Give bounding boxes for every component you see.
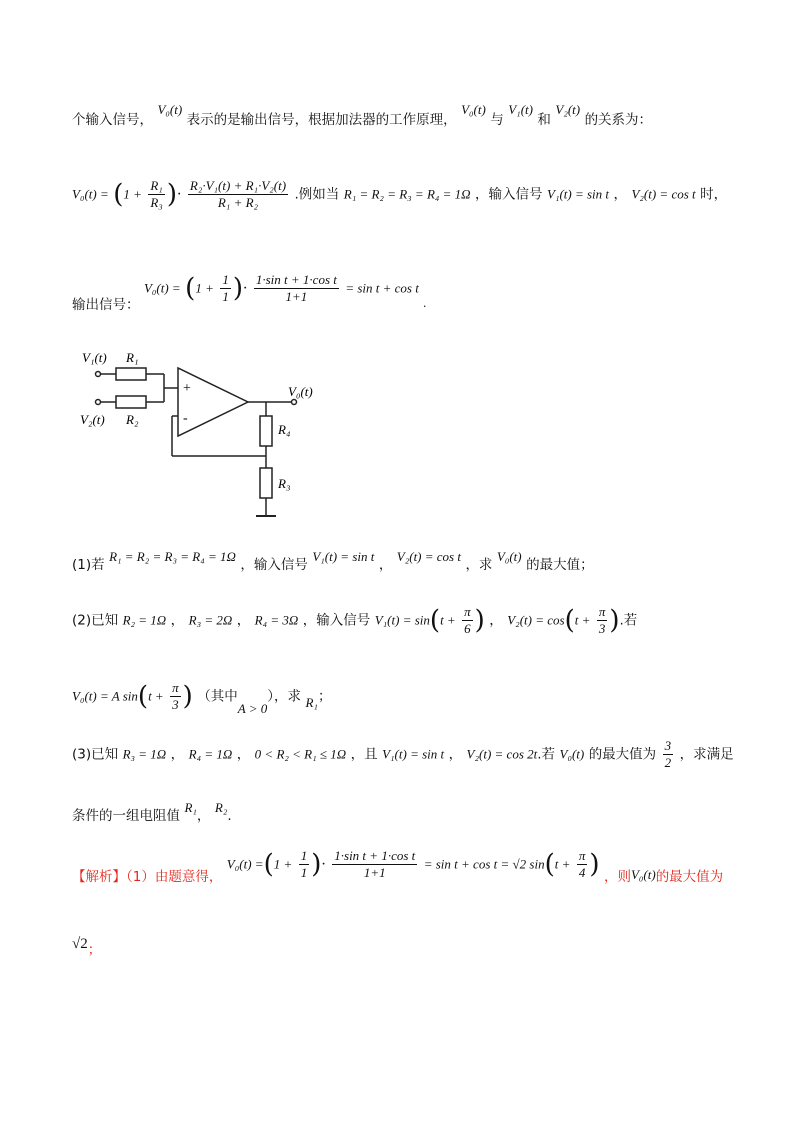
output-formula: 输出信号： V₀(t) = (1 + $\frac{1}{1}$ )· $\frac{\text{1·sin t + 1·cos t}}{1+1}$ = sin t + cos t . [72, 272, 427, 313]
comma: ， [196, 808, 211, 824]
question-2: (2)已知 R₂ = 1Ω ， R₃ = 2Ω ， R₄ = 3Ω ，输入信号 V₁(t) = sin(t + $\frac{\pi}{6}$ ) ， V₂(t) = cos(t + $\frac{\pi}{3}$ ).若 [72, 604, 638, 636]
comma: ， [489, 612, 503, 629]
intro-tail: 的关系为： [584, 112, 653, 128]
label-v0: V₀(t) [288, 384, 313, 399]
solution-answer-line [72, 932, 102, 958]
fraction-one-one-b: $\frac{1}{1}$ [300, 848, 308, 880]
fraction-pi-3-b: $\frac{\pi}{3}$ [172, 680, 179, 712]
solution-rhs: = sin t + cos t = √2 sin [423, 856, 545, 872]
label-r2: R₂ [126, 412, 139, 427]
question-3-line2 [72, 800, 232, 824]
q1-v2: V₂(t) = cos t [396, 549, 461, 564]
q1-v0: V₀(t) [496, 549, 522, 564]
solution-line: 【解析】（1）由题意得， V₀(t) =(1 + $\frac{1}{1}$ )· $\frac{\text{1·sin t + 1·cos t}}{1+1}$ = sin t + cos t = √2 sin(t + $\frac{\pi}{4}$ ) ，则V₀(t)的最大值为 [72, 848, 724, 885]
label-r1: R₁ [126, 350, 139, 365]
q1-tail: 的最大值； [526, 557, 594, 573]
fraction-pi-3: $\frac{\pi}{3}$ [598, 604, 606, 636]
q3-and: ，且 [350, 746, 378, 763]
q1-mid2: ，求 [465, 557, 493, 573]
comma: ， [170, 612, 185, 629]
q2-r2: R₂ = 1Ω [122, 612, 167, 628]
adder-circuit-diagram [72, 340, 342, 525]
v0-symbol: V₀(t) [157, 102, 183, 117]
output-label: 输出信号： [72, 296, 140, 313]
q3-number: (3)已知 [72, 746, 119, 763]
q1-number: (1)若 [72, 557, 105, 573]
op-amp [178, 368, 248, 436]
q2-v0-lhs: V₀(t) = A sin [72, 688, 138, 704]
q2-r4: R₄ = 3Ω [254, 612, 299, 628]
fraction-weighted-sum: $\frac{\text{R₂·V₁(t) + R₁·V₂(t)}}{\text{R₁ + R₂}}$ [189, 178, 287, 210]
adder-formula: V₀(t) = (1 + $\frac{\text{R₁}}{\text{R₃}}$ )· $\frac{\text{R₂·V₁(t) + R₁·V₂(t)}}{\text{R₁ + R₂}}$ .例如当 R₁ = R₂ = R₃ = R₄ = 1Ω ，输入信号 V₁(t) = sin t ， V₂(t) = cos t 时， [72, 178, 728, 210]
q3-line2: 条件的一组电阻值 [72, 808, 180, 824]
q1-condition: R₁ = R₂ = R₃ = R₄ = 1Ω [109, 549, 236, 564]
example-tail: 时， [700, 186, 728, 203]
q3-range: 0 < R₂ < R₁ ≤ 1Ω [254, 746, 347, 762]
example-condition: R₁ = R₂ = R₃ = R₄ = 1Ω [343, 186, 471, 202]
resistor-r3 [260, 468, 272, 498]
fraction-pi-4: $\frac{\pi}{4}$ [578, 848, 586, 880]
label-r3: R₃ [278, 476, 291, 491]
label-v1: V₁(t) [82, 350, 107, 365]
v0-symbol-b: V₀(t) [461, 102, 486, 117]
q1-v1: V₁(t) = sin t [312, 549, 375, 564]
q2-number: (2)已知 [72, 612, 119, 629]
fraction-one-one: $\frac{1}{1}$ [222, 272, 229, 304]
solution-end: ； [87, 942, 102, 958]
q3-end: . [227, 808, 232, 824]
q2-v2-lhs: V₂(t) = cos [507, 612, 565, 628]
solution-open: 1 + [273, 856, 293, 872]
fraction-sum: $\frac{\text{1·sin t + 1·cos t}}{1+1}$ [255, 272, 337, 304]
intro-and2: 和 [537, 112, 551, 128]
solution-intro: （1）由题意得， [126, 868, 223, 885]
q3-v2: V₂(t) = cos 2t [466, 746, 538, 762]
q2-v2-arg: t + [574, 612, 591, 628]
comma: ， [236, 746, 251, 763]
q1-mid: ，输入信号 [240, 557, 308, 573]
solution-max: 的最大值为 [655, 868, 724, 885]
q3-r2: R₂ [214, 800, 228, 815]
solution-arg: t + [554, 856, 571, 872]
fraction-3-2: $\frac{3}{2}$ [664, 738, 672, 770]
comma: ， [613, 186, 627, 203]
label-plus: + [183, 381, 191, 396]
comma: ， [378, 557, 393, 573]
fraction-r1-r3: $\frac{\text{R₁}}{\text{R₃}}$ [150, 178, 163, 210]
q2-mid: ，输入信号 [302, 612, 371, 629]
q2-paren-open: （其中 [197, 688, 238, 705]
q3-if: .若 [537, 746, 556, 763]
q2-end: ； [317, 688, 332, 705]
q2-v1-lhs: V₁(t) = sin [374, 612, 430, 628]
comma: ， [170, 746, 185, 763]
example-prefix: .例如当 [294, 186, 340, 203]
v1-symbol: V₁(t) [508, 102, 533, 117]
formula-open: 1 + [123, 186, 142, 202]
q3-r3: R₃ = 1Ω [122, 746, 167, 762]
fraction-sum-b: $\frac{\text{1·sin t + 1·cos t}}{1+1}$ [334, 848, 416, 880]
example-v1: V₁(t) = sin t [547, 186, 610, 202]
q2-paren-close: ），求 [267, 688, 302, 705]
formula-lhs: V₀(t) = [72, 186, 109, 202]
question-1 [72, 549, 594, 573]
q2-v0-arg: t + [148, 688, 164, 704]
intro-paragraph [72, 102, 653, 128]
intro-and1: 与 [490, 112, 504, 128]
output-lhs: V₀(t) = [143, 280, 181, 296]
example-v2: V₂(t) = cos t [631, 186, 696, 202]
resistor-r2 [116, 396, 146, 408]
q3-max: 的最大值为 [588, 746, 657, 763]
q2-a-condition: A > 0 [237, 700, 268, 716]
label-minus: - [183, 411, 188, 426]
comma: ， [448, 746, 463, 763]
output-open: 1 + [195, 280, 214, 296]
q2-r3: R₃ = 2Ω [188, 612, 233, 628]
label-r4: R₄ [278, 422, 291, 437]
resistor-r1 [116, 368, 146, 380]
label-v2: V₂(t) [80, 412, 105, 427]
q3-v0: V₀(t) [559, 746, 585, 762]
intro-mid: 表示的是输出信号，根据加法器的工作原理， [186, 112, 457, 128]
resistor-r4 [260, 416, 272, 446]
solution-then: ，则 [603, 868, 631, 885]
q2-tail: .若 [619, 612, 638, 629]
solution-lhs: V₀(t) = [226, 856, 264, 872]
fraction-pi-6: $\frac{\pi}{6}$ [464, 604, 471, 636]
q3-r4: R₄ = 1Ω [188, 746, 233, 762]
intro-lead: 个输入信号， [72, 112, 153, 128]
q2-v1-arg: t + [440, 612, 456, 628]
question-2-line2: V₀(t) = A sin(t + $\frac{\pi}{3}$ ) （其中A > 0），求 R₁； [72, 680, 332, 716]
output-rhs: = sin t + cos t [345, 280, 419, 296]
q2-r1: R₁ [305, 694, 318, 710]
v2-symbol: V₂(t) [555, 102, 581, 117]
solution-answer: √2 [72, 936, 88, 952]
q3-v1: V₁(t) = sin t [382, 746, 445, 762]
output-end: . [423, 294, 427, 310]
example-mid: ，输入信号 [475, 186, 543, 203]
comma: ， [236, 612, 251, 629]
question-3 [72, 738, 734, 771]
q3-tail: ，求满足 [679, 746, 734, 763]
q3-r1: R₁ [184, 800, 197, 815]
solution-v0: V₀(t) [630, 866, 656, 882]
solution-tag: 【解析】 [72, 868, 126, 885]
